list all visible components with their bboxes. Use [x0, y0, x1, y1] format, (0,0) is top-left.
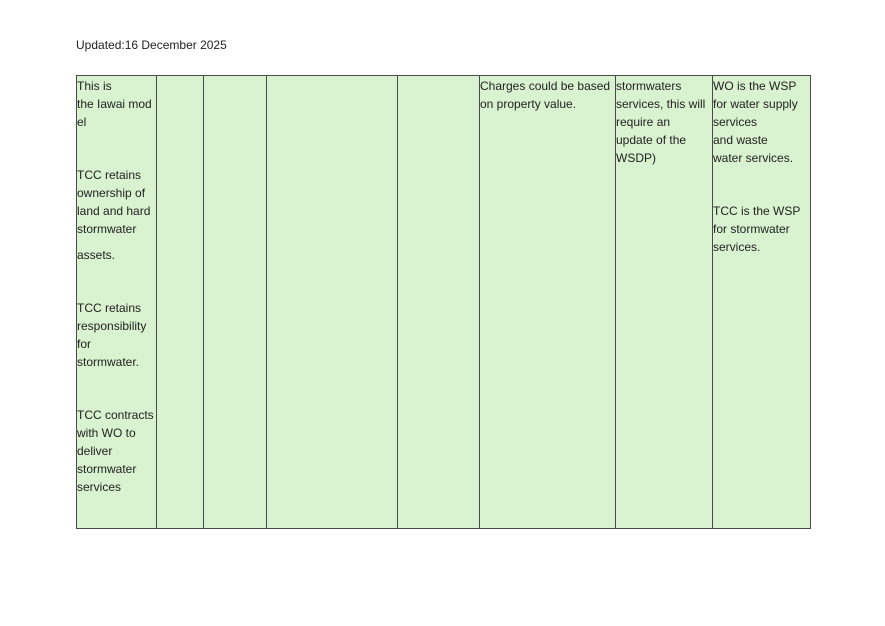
cell-text-line: services.: [713, 240, 761, 254]
updated-date-label: Updated:16 December 2025: [76, 38, 227, 52]
cell-text-line: stormwater: [77, 462, 137, 476]
cell-text-line: on property value.: [480, 97, 577, 111]
cell-text-line: TCC retains: [77, 301, 142, 315]
cell-text-line: the Iawai mod: [77, 97, 152, 111]
cell-text-line: WSDP): [616, 151, 656, 165]
cell-text-line: require an: [616, 115, 671, 129]
table-cell-empty: [267, 76, 398, 529]
cell-text-line: ownership of: [77, 186, 146, 200]
cell-text-line: TCC retains: [77, 168, 142, 182]
paragraph-spacer: [77, 264, 156, 299]
table-cell-empty: [157, 76, 204, 529]
cell-text-line: el: [77, 115, 87, 129]
table-cell-wsp-roles: [713, 76, 811, 529]
cell-text-line: water services.: [713, 151, 794, 165]
paragraph-spacer: [77, 238, 156, 246]
cell-text-line: WO is the WSP: [713, 79, 797, 93]
cell-text-line: services, this will: [616, 97, 706, 111]
paragraph-spacer: [77, 371, 156, 406]
cell-text-line: TCC is the WSP: [713, 204, 801, 218]
cell-text-line: services: [713, 115, 758, 129]
cell-text-line: for stormwater: [713, 222, 790, 236]
cell-text-line: Charges could be based: [480, 79, 611, 93]
cell-text-line: stormwater: [77, 222, 137, 236]
cell-text-line: and waste: [713, 133, 768, 147]
cell-text-line: assets.: [77, 248, 116, 262]
cell-text-line: services: [77, 480, 122, 494]
cell-text-line: for water supply: [713, 97, 798, 111]
model-table: [76, 75, 811, 529]
table-cell-empty: [204, 76, 267, 529]
cell-text-line: TCC contracts: [77, 408, 154, 422]
cell-text-line: stormwaters: [616, 79, 682, 93]
cell-text-line: This is: [77, 79, 112, 93]
cell-text-line: responsibility: [77, 319, 147, 333]
cell-text-line: for: [77, 337, 92, 351]
table-row: [77, 76, 811, 529]
table-cell-stormwater-services: [616, 76, 713, 529]
cell-text-line: with WO to: [77, 426, 136, 440]
cell-text-line: deliver: [77, 444, 113, 458]
table-cell-charges: [480, 76, 616, 529]
paragraph-spacer: [713, 167, 810, 202]
paragraph-spacer: [77, 131, 156, 166]
cell-text-line: land and hard: [77, 204, 151, 218]
table-cell-empty: [398, 76, 480, 529]
cell-text-line: stormwater.: [77, 355, 140, 369]
table-cell-model-description: [77, 76, 157, 529]
cell-text-line: update of the: [616, 133, 687, 147]
